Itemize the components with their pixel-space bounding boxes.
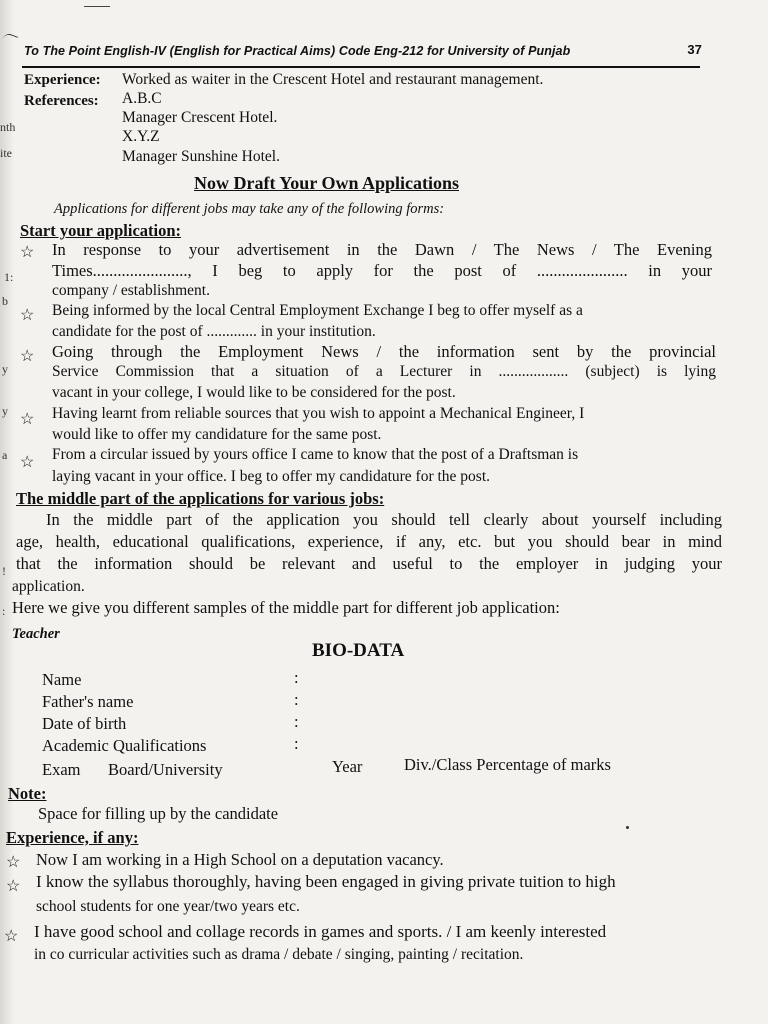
reference-name: X.Y.Z: [122, 128, 160, 145]
ink-speck: [626, 826, 629, 829]
running-header: [24, 44, 702, 58]
field-label: Father's name: [42, 692, 134, 711]
note-label: Note:: [8, 784, 47, 803]
margin-fragment: b: [2, 294, 8, 308]
field-colon: :: [294, 690, 299, 709]
list-item-line: From a circular issued by yours office I came to know that the post of a Draftsman is: [52, 446, 579, 463]
experience-text: Worked as waiter in the Crescent Hotel and restaurant management.: [122, 71, 544, 88]
list-item-line: Times......................., I beg to apply for the post of ...................... in your: [52, 261, 712, 280]
list-item-line: vacant in your college, I would like to be considered for the post.: [52, 384, 456, 401]
list-item-line: Now I am working in a High School on a deputation vacancy.: [36, 850, 444, 869]
column-header-exam: Exam: [42, 760, 81, 779]
margin-fragment: y: [2, 404, 8, 418]
running-title: To The Point English-IV (English for Practical Aims) Code Eng-212 for University of Punjab: [24, 44, 571, 58]
star-bullet-icon: ☆: [6, 878, 21, 895]
list-item-line: Going through the Employment News / the information sent by the provincial: [52, 342, 716, 361]
list-item-line: would like to offer my candidature for the same post.: [52, 426, 382, 443]
paragraph-line: age, health, educational qualifications, experience, if any, etc. but you should bear in mind: [16, 532, 722, 551]
experience-heading: Experience, if any:: [6, 828, 139, 847]
teacher-label: Teacher: [12, 626, 60, 642]
star-bullet-icon: ☆: [20, 411, 35, 428]
paragraph-line: In the middle part of the application you should tell clearly about yourself including: [46, 510, 722, 529]
list-item-line: candidate for the post of ............. in your institution.: [52, 323, 376, 340]
column-header-year: Year: [332, 757, 363, 776]
margin-fragment: !: [2, 564, 6, 578]
list-item-line: Being informed by the local Central Employment Exchange I beg to offer myself as a: [52, 302, 583, 319]
list-item-line: company / establishment.: [52, 282, 210, 299]
field-label: Date of birth: [42, 714, 127, 733]
experience-label: Experience:: [24, 72, 101, 88]
field-colon: :: [294, 668, 299, 687]
reference-title: Manager Crescent Hotel.: [122, 109, 278, 126]
field-label: Academic Qualifications: [42, 736, 207, 755]
list-item-line: I have good school and collage records in games and sports. / I am keenly interested: [34, 922, 607, 941]
note-text: Space for filling up by the candidate: [38, 804, 279, 823]
samples-line: Here we give you different samples of the middle part for different job application:: [12, 598, 560, 617]
references-label: References:: [24, 93, 99, 109]
margin-fragment: y: [2, 362, 8, 376]
reference-title: Manager Sunshine Hotel.: [122, 148, 280, 165]
middle-heading: The middle part of the applications for various jobs:: [16, 489, 385, 508]
reference-name: A.B.C: [122, 90, 162, 107]
paragraph-line: application.: [12, 578, 85, 595]
paragraph-line: that the information should be relevant and useful to the employer in judging your: [16, 554, 722, 573]
field-colon: :: [294, 734, 299, 753]
column-header-board: Board/University: [108, 760, 223, 779]
field-label: Name: [42, 670, 82, 689]
section-title: Now Draft Your Own Applications: [194, 173, 460, 193]
header-rule: [22, 66, 700, 68]
margin-fragment: ite: [0, 146, 12, 160]
start-heading: Start your application:: [20, 221, 182, 240]
list-item-line: in co curricular activities such as drama / debate / singing, painting / recitation.: [34, 946, 524, 963]
star-bullet-icon: ☆: [20, 307, 35, 324]
margin-fragment: a: [2, 448, 8, 462]
list-item-line: laying vacant in your office. I beg to offer my candidature for the post.: [52, 468, 491, 485]
list-item-line: Service Commission that a situation of a Lecturer in .................. (subject) is lying: [52, 363, 716, 380]
column-header-division: Div./Class Percentage of marks: [404, 755, 611, 774]
page-number: 37: [687, 42, 702, 57]
star-bullet-icon: ☆: [20, 348, 35, 365]
list-item-line: I know the syllabus thoroughly, having been engaged in giving private tuition to high: [36, 872, 616, 891]
intro-text: Applications for different jobs may take any of the following forms:: [54, 201, 445, 217]
biodata-title: BIO-DATA: [312, 640, 405, 661]
field-colon: :: [294, 712, 299, 731]
margin-fragment: :: [2, 604, 6, 618]
margin-fragment: 1:: [4, 270, 14, 284]
list-item-line: In response to your advertisement in the Dawn / The News / The Evening: [52, 240, 712, 259]
star-bullet-icon: ☆: [20, 454, 35, 471]
star-bullet-icon: ☆: [20, 244, 35, 261]
list-item-line: school students for one year/two years etc.: [36, 898, 300, 915]
star-bullet-icon: ☆: [4, 928, 19, 945]
star-bullet-icon: ☆: [6, 854, 21, 871]
margin-fragment: nth: [0, 120, 16, 134]
list-item-line: Having learnt from reliable sources that you wish to appoint a Mechanical Engineer, I: [52, 405, 585, 422]
top-mark: [84, 6, 110, 7]
